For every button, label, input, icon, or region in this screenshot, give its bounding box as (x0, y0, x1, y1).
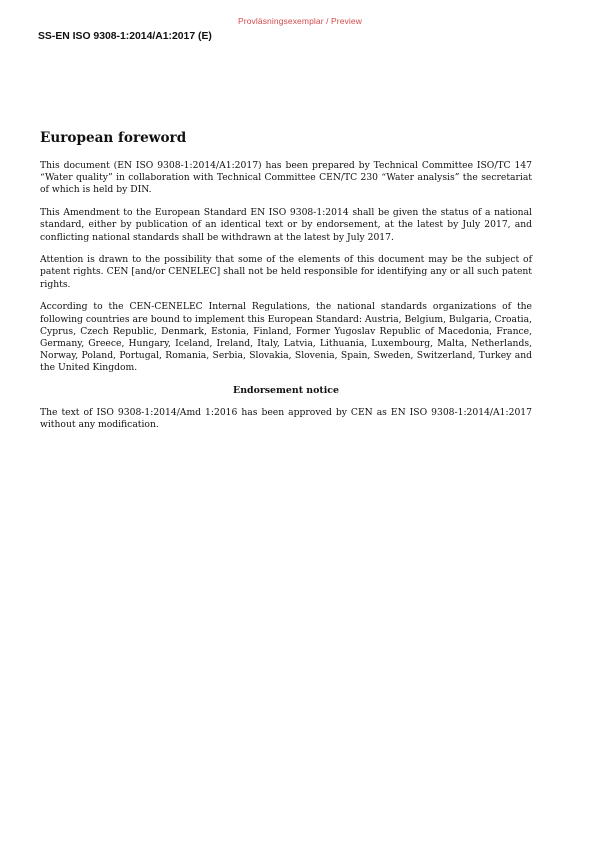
document-id-header: SS-EN ISO 9308-1:2014/A1:2017 (E) (38, 31, 212, 42)
document-body (40, 130, 532, 442)
paragraph-prepared-by: This document (EN ISO 9308-1:2014/A1:2017) has been prepared by Technical Committee ISO/TC 147 “Water quality” in collaboration with Technical Committee CEN/TC 230 “Water analysis” the secretariat of which is held by DIN. (40, 160, 532, 196)
preview-watermark: Provläsningsexemplar / Preview (238, 16, 362, 26)
endorsement-text: The text of ISO 9308-1:2014/Amd 1:2016 has been approved by CEN as EN ISO 9308-1:2014/A1:2017 without any modification. (40, 407, 532, 431)
paragraph-status: This Amendment to the European Standard EN ISO 9308-1:2014 shall be given the status of a national standard, either by publication of an identical text or by endorsement, at the latest by July 2017, and conflicting national standards shall be withdrawn at the latest by July 2017. (40, 207, 532, 243)
paragraph-patent-rights: Attention is drawn to the possibility that some of the elements of this document may be the subject of patent rights. CEN [and/or CENELEC] shall not be held responsible for identifying any or all such patent rights. (40, 254, 532, 290)
section-title: European foreword (40, 130, 187, 146)
endorsement-title: Endorsement notice (233, 385, 339, 397)
paragraph-countries: According to the CEN-CENELEC Internal Regulations, the national standards organizations of the following countries are bound to implement this European Standard: Austria, Belgium, Bulgaria, Croatia, Cyprus, Czech Republic, Denmark, Estonia, Finland, Former Yugoslav Republic of Macedonia, France, Germany, Greece, Hungary, Iceland, Ireland, Italy, Latvia, Lithuania, Luxembourg, Malta, Netherlands, Norway, Poland, Portugal, Romania, Serbia, Slovakia, Slovenia, Spain, Sweden, Switzerland, Turkey and the United Kingdom. (40, 301, 532, 374)
